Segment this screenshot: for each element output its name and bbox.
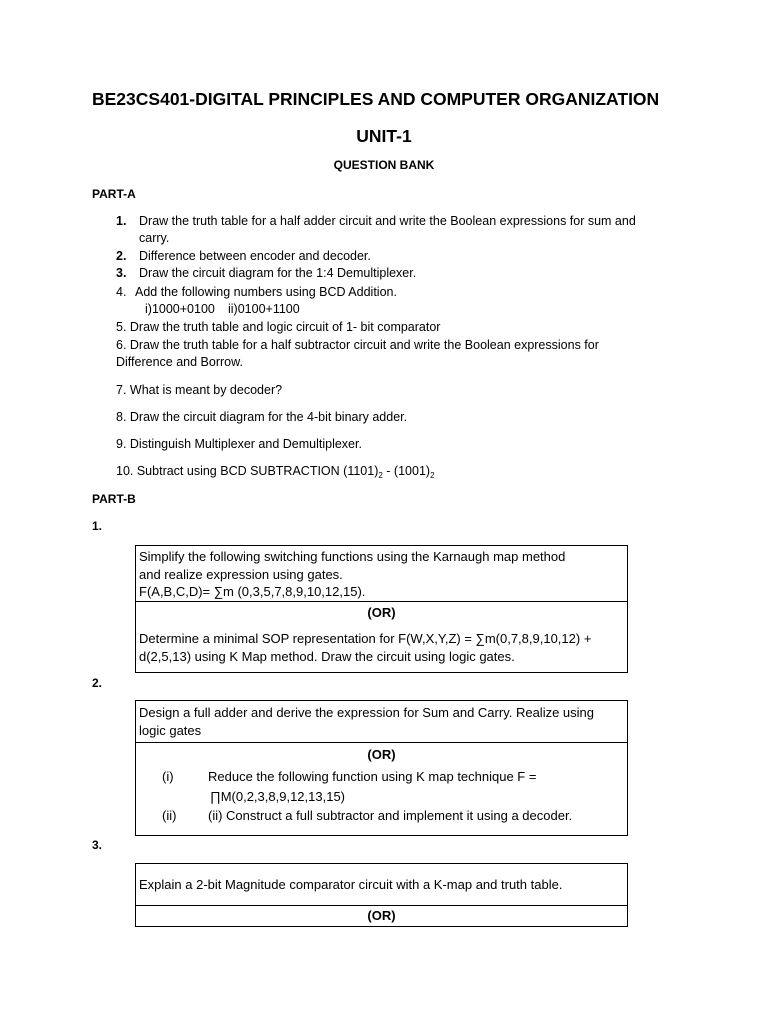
part-b-q2-a-line1: Design a full adder and derive the expression for Sum and Carry. Realize using — [139, 705, 594, 720]
part-a-q10-base2: 2 — [430, 471, 435, 480]
part-a-q9-text: 9. Distinguish Multiplexer and Demultiplexer. — [116, 437, 362, 451]
part-b-q1-a-line2: and realize expression using gates. — [139, 567, 343, 582]
part-b-q3-box — [135, 863, 628, 927]
part-a-q4-number: 4. — [116, 285, 127, 299]
part-b-q1-or: (OR) — [367, 605, 396, 620]
part-b-q2-number: 2. — [92, 676, 103, 690]
part-b-q2-ii-text: (ii) Construct a full subtractor and implement it using a decoder. — [208, 808, 573, 823]
part-a-q4-text: Add the following numbers using BCD Addition. — [135, 285, 397, 299]
part-b-q2-box — [135, 700, 628, 836]
part-a-q10-text: 10. Subtract using BCD SUBTRACTION (1101) — [116, 464, 379, 478]
part-a-q10-mid: - (1001) — [382, 464, 431, 478]
part-b-q3-number: 3. — [92, 838, 103, 852]
part-a-q6-line2: Difference and Borrow. — [116, 355, 243, 369]
part-a-q4-sub-i: i)1000+0100 — [145, 302, 215, 316]
part-a-q7-text: 7. What is meant by decoder? — [116, 383, 283, 397]
part-b-q3-or: (OR) — [367, 908, 396, 923]
part-a-q4-sub-ii: ii)0100+1100 — [228, 302, 300, 316]
part-a-q10-base1: 2 — [378, 471, 383, 480]
part-b-q3-a-line1: Explain a 2-bit Magnitude comparator circuit with a K-map and truth table. — [139, 877, 563, 892]
part-a-q5-text: 5. Draw the truth table and logic circuit of 1- bit comparator — [116, 320, 441, 334]
part-a-q1-number: 1. — [116, 214, 127, 228]
part-b-q1-divider — [136, 601, 627, 602]
part-a-q2-text: Difference between encoder and decoder. — [139, 249, 371, 263]
part-b-heading: PART-B — [92, 492, 136, 506]
part-a-q3-number: 3. — [116, 266, 127, 280]
part-b-q1-b-line2: d(2,5,13) using K Map method. Draw the circuit using logic gates. — [139, 649, 515, 664]
part-a-q10 — [116, 464, 435, 480]
part-b-q2-divider — [136, 742, 627, 743]
part-a-q2-number: 2. — [116, 249, 127, 263]
part-b-q1-a-line1: Simplify the following switching functions using the Karnaugh map method — [139, 549, 566, 564]
part-b-q2-i-line2: ∏M(0,2,3,8,9,12,13,15) — [210, 789, 346, 804]
part-b-q3-divider — [136, 905, 627, 906]
part-b-q1-a-line3: F(A,B,C,D)= ∑m (0,3,5,7,8,9,10,12,15). — [139, 584, 366, 599]
part-b-q2-ii-label: (ii) — [162, 808, 177, 823]
part-b-q1-number: 1. — [92, 519, 103, 533]
part-a-heading: PART-A — [92, 187, 136, 201]
question-bank-heading: QUESTION BANK — [333, 158, 435, 172]
part-b-q1-b-line1: Determine a minimal SOP representation for F(W,X,Y,Z) = ∑m(0,7,8,9,10,12) + — [139, 631, 592, 646]
part-b-q2-or: (OR) — [367, 747, 396, 762]
part-b-q2-i-line1: Reduce the following function using K map technique F = — [208, 769, 537, 784]
part-a-q3-text: Draw the circuit diagram for the 1:4 Demultiplexer. — [139, 266, 417, 280]
part-b-q2-i-label: (i) — [162, 769, 174, 784]
document-title: BE23CS401-DIGITAL PRINCIPLES AND COMPUTER ORGANIZATION — [92, 89, 660, 109]
part-a-q6-line1: 6. Draw the truth table for a half subtractor circuit and write the Boolean expressions for — [116, 338, 599, 352]
part-b-q1-box — [135, 545, 628, 673]
part-a-q8-text: 8. Draw the circuit diagram for the 4-bit binary adder. — [116, 410, 408, 424]
part-a-q1-line1: Draw the truth table for a half adder circuit and write the Boolean expressions for sum and — [139, 214, 636, 228]
part-a-q1-line2: carry. — [139, 231, 170, 245]
part-b-q2-a-line2: logic gates — [139, 723, 202, 738]
unit-heading: UNIT-1 — [356, 126, 412, 146]
